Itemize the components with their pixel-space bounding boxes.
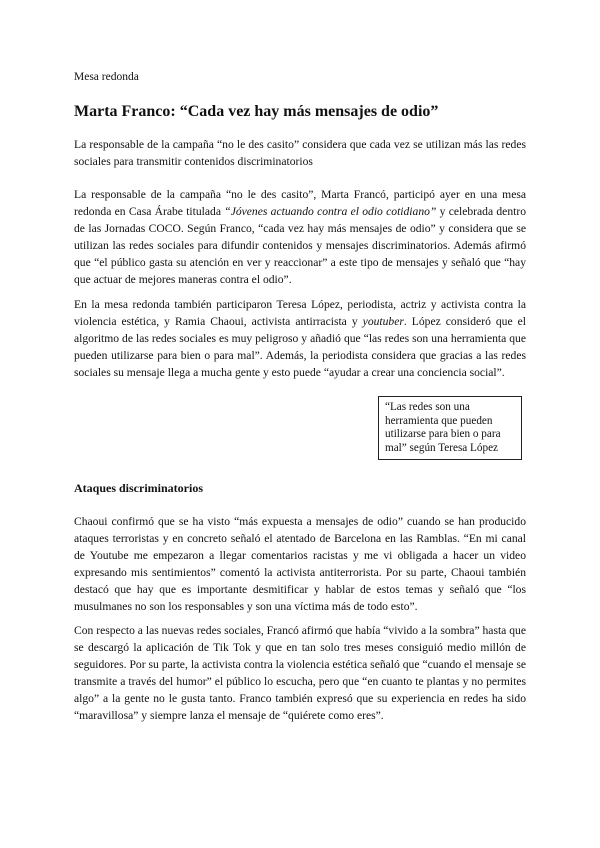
event-title: “Jóvenes actuando contra el odio cotidiano” [224,205,437,218]
subheading: Ataques discriminatorios [74,481,203,495]
body-paragraph-2 [74,296,526,381]
p1-text-a: La responsable de la campaña “no le des casito”, Marta Francó, participó ayer en una mesa redonda en Casa Árabe titulada [74,188,526,218]
youtuber-term: youtuber [362,315,404,328]
lead-paragraph: La responsable de la campaña “no le des casito” considera que cada vez se utilizan más las redes sociales para transmitir contenidos discriminatorios [74,138,526,168]
pull-quote-box: “Las redes son una herramienta que pueden utilizarse para bien o para mal” según Teresa López [378,396,522,460]
section-label: Mesa redonda [74,71,139,83]
p1-text-c: y celebrada dentro de las Jornadas COCO. Según Franco, “cada vez hay más mensajes de odio” y considera que se utilizan las redes sociales para difundir contenidos y mensajes discriminatorios. Además afirmó que “el público gasta su atención en ver y reaccionar” a este tipo de mensajes y señaló que “hay que actuar de mejores maneras contra el odio”. [74,205,526,286]
body-paragraph-4: Con respecto a las nuevas redes sociales, Francó afirmó que había “vivido a la sombra” hasta que se descargó la aplicación de Tik Tok y que en tan solo tres meses consiguió medio millón de seguidores. Por su parte, la activista contra la violencia estética señaló que “cuando el mensaje se transmite a través del humor” el público lo escucha, pero que “en cuanto te plantas y no permites algo” a la gente no le gusta tanto. Franco también expresó que su experiencia en redes ha sido “maravillosa” y siempre lanza el mensaje de “quiérete como eres”. [74,624,526,722]
p2-text-c: . López consideró que el algoritmo de las redes sociales es muy peligroso y añadió que “las redes son una herramienta que pueden utilizarse para bien o para mal”. Además, la periodista considera que gracias a las redes sociales su mensaje llega a mucha gente y esto puede “ayudar a crear una conciencia social”. [74,315,527,379]
headline: Marta Franco: “Cada vez hay más mensajes de odio” [74,103,439,120]
body-paragraph-1 [74,186,526,288]
p2-text-a: En la mesa redonda también participaron Teresa López, periodista, actriz y activista contra la violencia estética, y Ramia Chaoui, activista antirracista y [74,298,526,328]
body-paragraph-3: Chaoui confirmó que se ha visto “más expuesta a mensajes de odio” cuando se han producido ataques terroristas y en concreto señaló el atentado de Barcelona en las Ramblas. “En mi canal de Youtube me empezaron a llegar comentarios racistas y me vi obligada a hacer un video expresando mis sentimientos” comentó la activista antiterrorista. Por su parte, Chaoui también destacó que hay que es importante desmitificar y hablar de estos temas y señaló que “los musulmanes no son los responsables y son una víctima más de todo esto”. [74,515,526,613]
